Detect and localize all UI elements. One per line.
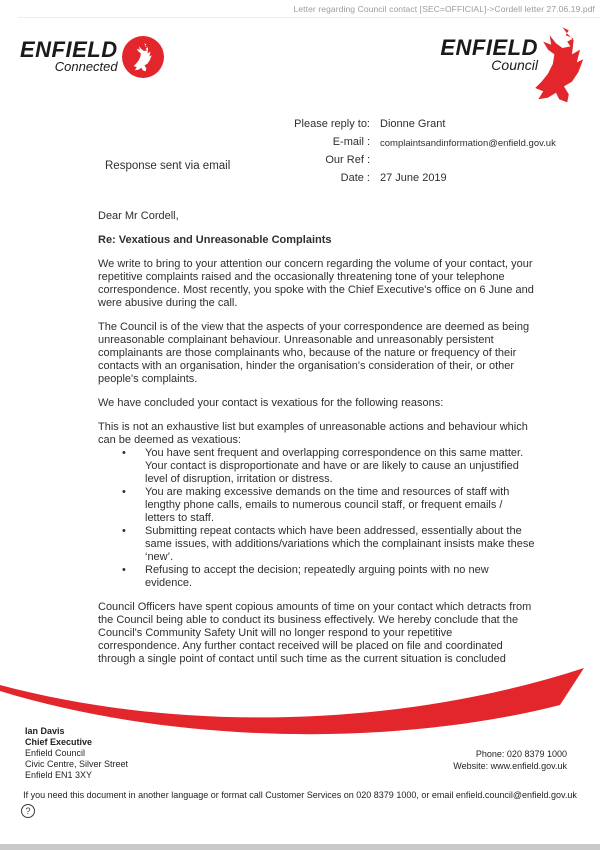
footer-phone: Phone: 020 8379 1000	[475, 749, 567, 759]
list-item: • Refusing to accept the decision; repeatedly arguing points with no new evidence.	[145, 564, 535, 590]
footer-website: Website: www.enfield.gov.uk	[453, 760, 567, 771]
enfield-council-logo	[440, 24, 588, 109]
subject-line: Re: Vexatious and Unreasonable Complaints	[98, 234, 332, 246]
enfield-council-sub: Council	[491, 57, 538, 73]
email-value: complaintsandinformation@enfield.gov.uk	[380, 138, 556, 149]
list-item: • Submitting repeat contacts which have been addressed, essentially about the same issues, with additions/variations which the complainant insists make these ‘new’.	[145, 525, 535, 564]
meta-row-email	[278, 136, 556, 149]
enfield-connected-wordmark: ENFIELD	[20, 37, 118, 62]
date-value: 27 June 2019	[380, 172, 447, 184]
signatory-title: Chief Executive	[25, 737, 93, 747]
reply-to-label: Please reply to:	[294, 118, 370, 130]
meta-row-date	[278, 172, 556, 185]
address-line: Enfield Council	[25, 748, 86, 758]
email-label: E-mail :	[332, 136, 370, 148]
meta-row-reply-to	[278, 118, 556, 131]
footer-signatory-block	[25, 726, 128, 781]
vexatious-examples-list	[98, 447, 535, 590]
help-icon[interactable]: ?	[21, 804, 35, 818]
paragraph-1: We write to bring to your attention our concern regarding the volume of your contact, your repetitive complaints raised and the occasionally threatening tone of your telephone correspondence. Most recently, you spoke with the Chief Executive's office on 6 June and were abusive during the call.	[98, 258, 534, 309]
paragraph-3: We have concluded your contact is vexatious for the following reasons:	[98, 397, 444, 409]
lion-badge-icon	[122, 36, 164, 78]
salutation: Dear Mr Cordell,	[98, 210, 179, 222]
meta-row-our-ref	[278, 154, 556, 167]
our-ref-label: Our Ref :	[325, 154, 370, 166]
language-note: If you need this document in another language or format call Customer Services on 020 8379 1000, or email enfield.council@enfield.gov.uk	[23, 790, 577, 800]
closing-paragraph: Council Officers have spent copious amounts of time on your contact which detracts from the Council being able to conduct its business effectively. We hereby conclude that the Council's Community Safety Unit will no longer respond to your repetitive correspondence. Any further contact received will be placed on file and coordinated through a single point of contact until such time as the current situation is concluded	[98, 601, 532, 665]
paragraph-2: The Council is of the view that the aspects of your correspondence are deemed as being unreasonable complainant behaviour. Unreasonable and unreasonably persistent complainants are those complainants who, because of the nature or frequency of their contacts with an organisation, hinder the organisation's consideration of their, or other people's complaints.	[98, 321, 530, 385]
bottom-bar	[0, 844, 600, 850]
header-divider	[18, 17, 600, 18]
meta-block	[278, 118, 556, 190]
footer-contact-block	[453, 749, 567, 772]
address-line: Civic Centre, Silver Street	[25, 759, 129, 769]
list-item: • You have sent frequent and overlapping correspondence on this same matter. Your contact is disproportionate and have or are likely to cause an unjustified level of disruption, irritation or distress.	[145, 447, 535, 486]
reply-note: Response sent via email	[105, 160, 231, 172]
date-label: Date :	[340, 172, 370, 184]
address-line: Enfield EN1 3XY	[25, 770, 93, 780]
enfield-council-wordmark: ENFIELD	[440, 35, 538, 60]
enfield-connected-sub: Connected	[54, 59, 118, 74]
paragraph-4: This is not an exhaustive list but examples of unreasonable actions and behaviour which can be deemed as vexatious:	[98, 421, 528, 446]
reply-to-value: Dionne Grant	[380, 118, 446, 130]
letter-body	[98, 210, 535, 677]
document-title: Letter regarding Council contact [SEC=OFFICIAL]->Cordell letter 27.06.19.pdf	[293, 4, 595, 14]
list-item: • You are making excessive demands on the time and resources of staff with lengthy phone calls, emails to numerous council staff, or frequent emails / letters to staff.	[145, 486, 535, 525]
enfield-beast-icon	[532, 24, 588, 109]
lion-rampant-icon	[130, 42, 156, 72]
enfield-connected-logo	[20, 36, 164, 78]
signatory-name: Ian Davis	[25, 726, 65, 736]
